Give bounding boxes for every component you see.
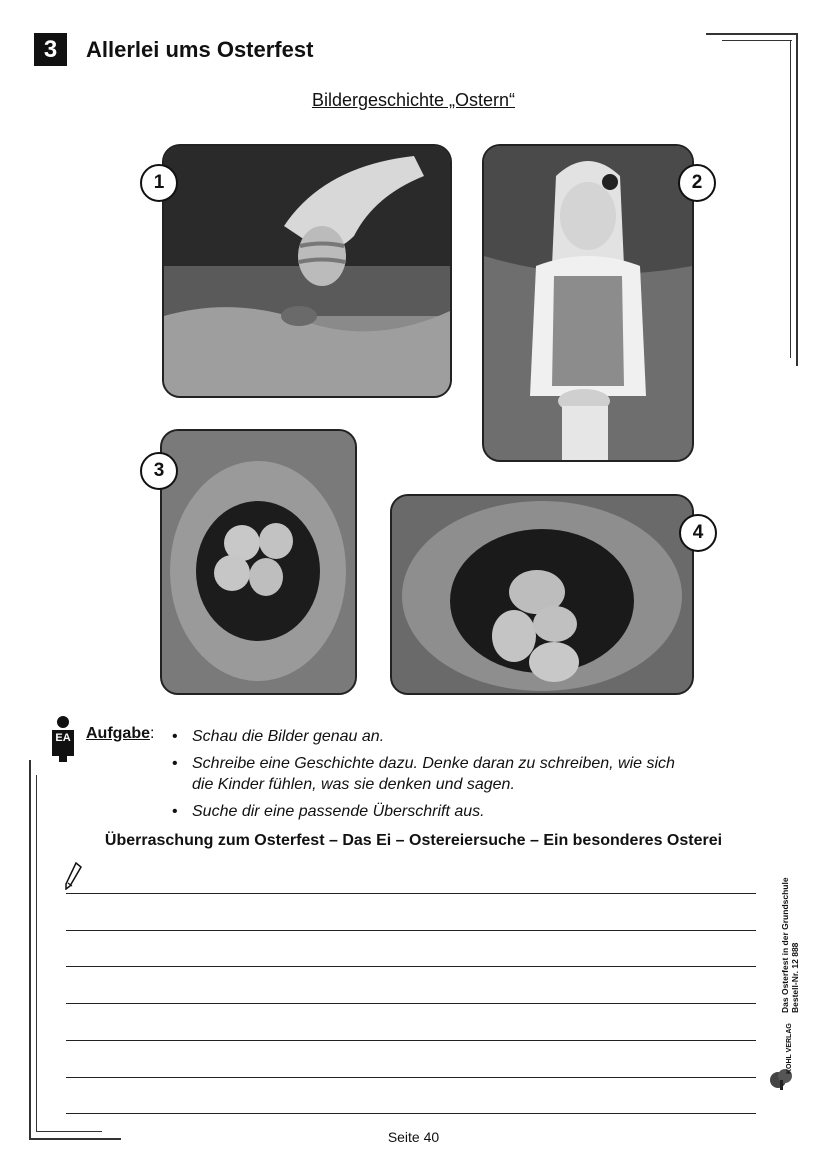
page-number: Seite 40 <box>387 1129 440 1145</box>
photo-nest-chick-and-eggs <box>390 494 694 695</box>
order-number-vertical: Bestell-Nr. 12 888 <box>790 942 800 1013</box>
photo-number-badge: 4 <box>679 514 717 552</box>
task-item: • Suche dir eine passende Überschrift aus. <box>170 801 690 822</box>
writing-line[interactable] <box>66 1003 756 1004</box>
task-label <box>86 725 154 743</box>
publisher-logo <box>768 1023 802 1092</box>
photo-nest-four-eggs <box>160 429 357 695</box>
task-label-colon: : <box>150 725 155 742</box>
photo-number-badge: 3 <box>140 452 178 490</box>
frame-line-left <box>29 760 31 1140</box>
photo-number-badge: 2 <box>678 164 716 202</box>
writing-line[interactable] <box>66 930 756 931</box>
frame-line-right <box>796 33 798 366</box>
individual-work-icon <box>50 716 76 762</box>
writing-line[interactable] <box>66 893 756 894</box>
page-subtitle: Bildergeschichte „Ostern“ <box>311 90 516 110</box>
photo-number-badge: 1 <box>140 164 178 202</box>
frame-line-top-inner <box>722 40 792 41</box>
writing-line[interactable] <box>66 1113 756 1114</box>
section-number: 3 <box>34 33 67 66</box>
photo-hand-with-egg <box>162 144 452 398</box>
individual-work-icon-text: EA <box>55 732 71 744</box>
pencil-icon <box>64 862 82 890</box>
task-item: • Schreibe eine Geschichte dazu. Denke daran zu schreiben, wie sich die Kinder fühlen, was sie denken und sagen. <box>170 753 690 795</box>
writing-line[interactable] <box>66 1040 756 1041</box>
publisher-logo-text: KOHL VERLAG <box>786 1023 793 1074</box>
frame-line-right-inner <box>790 40 791 358</box>
writing-line[interactable] <box>66 966 756 967</box>
frame-line-left-inner <box>36 775 37 1132</box>
publisher-side-text <box>762 858 802 1018</box>
book-title-vertical: Das Osterfest in der Grundschule <box>780 877 790 1013</box>
frame-line-top <box>706 33 798 35</box>
title-options: Überraschung zum Osterfest – Das Ei – Ostereiersuche – Ein besonderes Osterei <box>104 832 723 849</box>
task-item: • Schau die Bilder genau an. <box>170 726 690 747</box>
task-list <box>170 726 690 828</box>
task-label-text: Aufgabe <box>86 725 150 742</box>
writing-line[interactable] <box>66 1077 756 1078</box>
photo-girl-holding-egg <box>482 144 694 462</box>
page-title: Allerlei ums Osterfest <box>86 37 314 62</box>
